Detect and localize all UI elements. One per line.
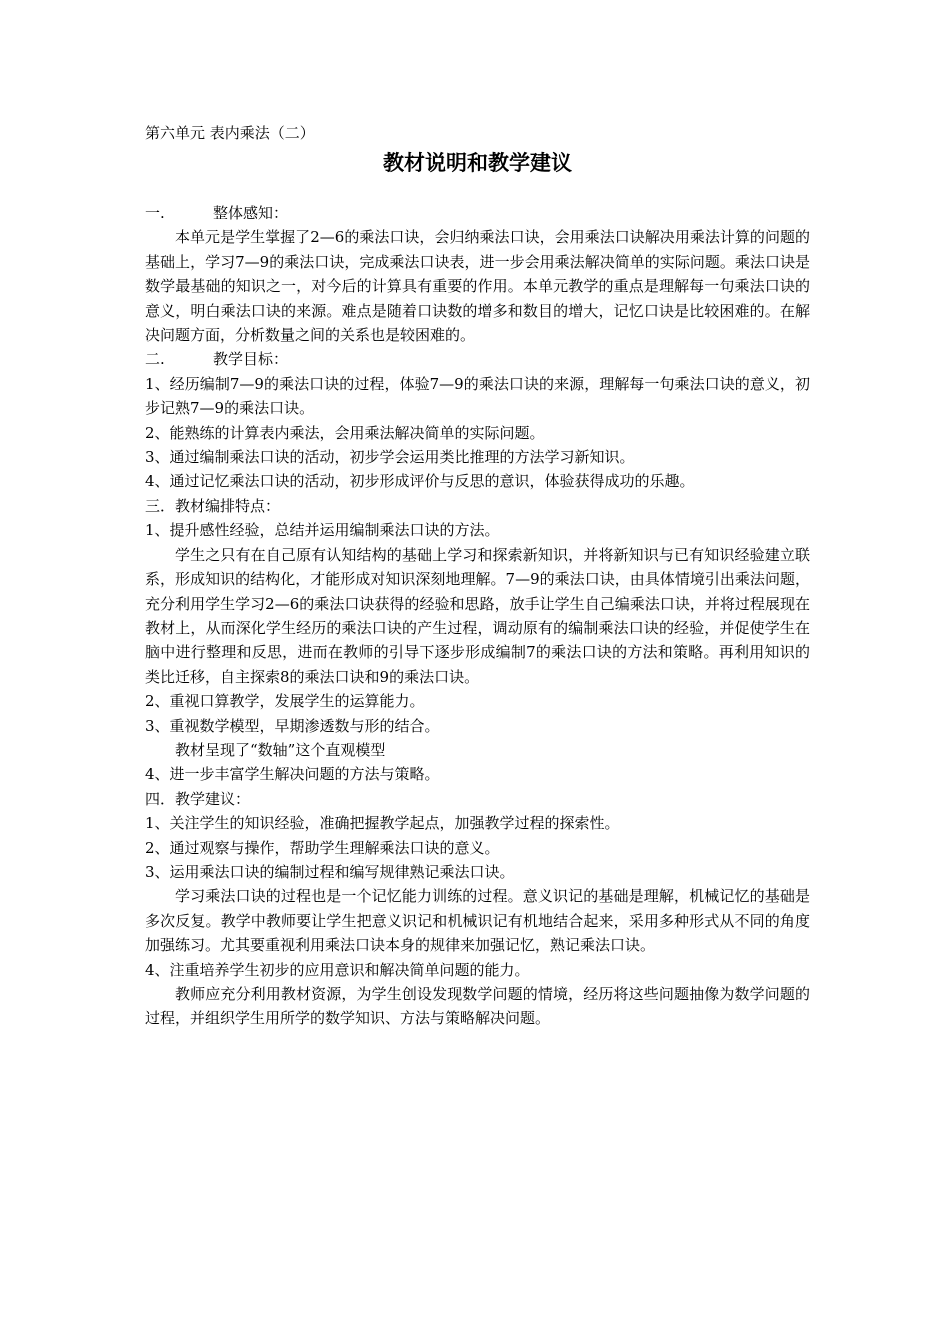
feature-paragraph-2: 教材呈现了“数轴”这个直观模型 (175, 740, 386, 759)
feature-item-2: 2、重视口算教学，发展学生的运算能力。 (145, 692, 425, 711)
feature-paragraph-1: 学生之只有在自己原有认知结构的基础上学习和探索新知识，并将新知识与已有知识经验建立联系，形成知识的结构化，才能形成对知识深刻地理解。7—9的乘法口诀，由具体情境引出乘法问题，充分利用学生学习2—6的乘法口诀获得的经验和思路，放手让学生自己编乘法口诀，并将过程展现在教材上，从而深化学生经历的乘法口诀的产生过程，调动原有的编制乘法口诀的经验，并促使学生在脑中进行整理和反思，进而在教师的引导下逐步形成编制7的乘法口诀的方法和策略。再利用知识的类比迁移，自主探索8的乘法口诀和9的乘法口诀。 (145, 545, 810, 686)
suggestion-item-1: 1、关注学生的知识经验，准确把握教学起点，加强教学过程的探索性。 (145, 814, 620, 833)
feature-item-1: 1、提升感性经验，总结并运用编制乘法口诀的方法。 (145, 521, 500, 540)
section-heading-overview (145, 201, 810, 225)
section-title: 整体感知： (213, 204, 289, 222)
document-page (145, 121, 810, 1031)
section-heading-features: 三．教材编排特点： (145, 496, 281, 515)
overview-paragraph: 本单元是学生掌握了2—6的乘法口诀，会归纳乘法口诀，会用乘法口诀解决用乘法计算的问题的基础上，学习7—9的乘法口诀，完成乘法口诀表，进一步会用乘法解决简单的实际问题。乘法口诀是数学最基础的知识之一，对今后的计算具有重要的作用。本单元教学的重点是理解每一句乘法口诀的意义，明白乘法口诀的来源。难点是随着口诀数的增多和数目的增大，记忆口诀是比较困难的。在解决问题方面，分析数量之间的关系也是较困难的。 (145, 228, 810, 345)
section-heading-goals (145, 347, 810, 371)
suggestion-paragraph-2: 教师应充分利用教材资源，为学生创设发现数学问题的情境，经历将这些问题抽像为数学问题的过程，并组织学生用所学的数学知识、方法与策略解决问题。 (145, 985, 810, 1028)
suggestion-paragraph-1: 学习乘法口诀的过程也是一个记忆能力训练的过程。意义识记的基础是理解，机械记忆的基础是多次反复。教学中教师要让学生把意义识记和机械识记有机地结合起来，采用多种形式从不同的角度加强练习。尤其要重视利用乘法口诀本身的规律来加强记忆，熟记乘法口诀。 (145, 887, 810, 955)
suggestion-item-3: 3、运用乘法口诀的编制过程和编写规律熟记乘法口诀。 (145, 862, 515, 881)
feature-item-3: 3、重视数学模型，早期渗透数与形的结合。 (145, 716, 440, 735)
goal-item-1: 1、经历编制7—9的乘法口诀的过程，体验7—9的乘法口诀的来源，理解每一句乘法口诀的意义，初步记熟7—9的乘法口诀。 (145, 374, 810, 418)
suggestion-item-4: 4、注重培养学生初步的应用意识和解决简单问题的能力。 (145, 960, 530, 979)
section-heading-suggestions: 四．教学建议： (145, 789, 251, 808)
section-number: 二. (145, 350, 165, 369)
section-title: 教学目标： (213, 350, 289, 369)
suggestion-item-2: 2、通过观察与操作，帮助学生理解乘法口诀的意义。 (145, 838, 500, 857)
unit-title: 第六单元 表内乘法（二） (145, 124, 315, 142)
feature-item-4: 4、进一步丰富学生解决问题的方法与策略。 (145, 765, 440, 784)
goal-item-2: 2、能熟练的计算表内乘法，会用乘法解决简单的实际问题。 (145, 423, 545, 442)
goal-item-4: 4、通过记忆乘法口诀的活动，初步形成评价与反思的意识，体验获得成功的乐趣。 (145, 472, 695, 491)
goal-item-3: 3、通过编制乘法口诀的活动，初步学会运用类比推理的方法学习新知识。 (145, 448, 635, 467)
section-number: 一. (145, 204, 165, 222)
document-title: 教材说明和教学建议 (383, 150, 572, 175)
